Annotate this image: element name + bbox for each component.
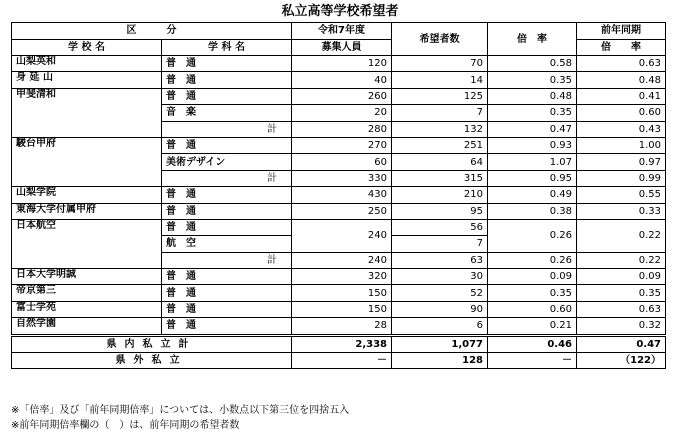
in-prefecture-total-label: 県内私立計 <box>12 335 292 352</box>
table-row <box>12 56 666 72</box>
applicants-value: 95 <box>392 203 488 219</box>
dept-name: 美術デザイン <box>162 154 292 170</box>
prev-ratio-value: 0.41 <box>577 88 666 104</box>
header-applicants: 希望者数 <box>392 23 488 56</box>
table-row <box>12 301 666 317</box>
ratio-value: 0.35 <box>488 105 577 121</box>
table-row <box>12 219 666 235</box>
applicants-value: 125 <box>392 88 488 104</box>
dept-name: 普 通 <box>162 269 292 285</box>
school-name: 富士学苑 <box>12 301 162 317</box>
header-prev-line1: 前年同期 <box>577 23 666 40</box>
school-name: 甲斐清和 <box>12 88 162 137</box>
table-row <box>12 187 666 203</box>
prev-ratio-value: 0.43 <box>577 121 666 137</box>
school-name: 帝京第三 <box>12 285 162 301</box>
school-name: 駿台甲府 <box>12 137 162 186</box>
applicants-value: 315 <box>392 170 488 186</box>
applicants-value: 14 <box>392 72 488 88</box>
applicants-table <box>11 22 666 369</box>
capacity-value: 120 <box>292 56 392 72</box>
capacity-value: 150 <box>292 285 392 301</box>
school-name: 日本大学明誠 <box>12 269 162 285</box>
ratio-value: 0.46 <box>488 335 577 352</box>
subtotal-label: 計 <box>162 170 292 186</box>
prev-ratio-value: 0.47 <box>577 335 666 352</box>
school-name: 自然学園 <box>12 318 162 335</box>
capacity-value: 60 <box>292 154 392 170</box>
dept-name: 普 通 <box>162 137 292 153</box>
ratio-value: 0.35 <box>488 285 577 301</box>
school-name: 東海大学付属甲府 <box>12 203 162 219</box>
out-prefecture-row <box>12 353 666 369</box>
prev-ratio-value: 0.97 <box>577 154 666 170</box>
capacity-value: 330 <box>292 170 392 186</box>
dept-name: 普 通 <box>162 285 292 301</box>
prev-ratio-value: 0.63 <box>577 301 666 317</box>
school-name: 山梨英和 <box>12 56 162 72</box>
capacity-value: 28 <box>292 318 392 335</box>
subtotal-label: 計 <box>162 121 292 137</box>
table-row <box>12 318 666 335</box>
footnotes <box>11 403 349 433</box>
applicants-value: 56 <box>392 219 488 235</box>
header-kubun: 区 分 <box>12 23 292 40</box>
dept-name: 普 通 <box>162 72 292 88</box>
table-row <box>12 285 666 301</box>
applicants-value: 210 <box>392 187 488 203</box>
applicants-value: 52 <box>392 285 488 301</box>
applicants-value: 7 <box>392 105 488 121</box>
capacity-value: 270 <box>292 137 392 153</box>
applicants-value: 1,077 <box>392 335 488 352</box>
dept-name: 普 通 <box>162 318 292 335</box>
dept-name: 普 通 <box>162 219 292 235</box>
capacity-value: 250 <box>292 203 392 219</box>
table-row <box>12 88 666 104</box>
dept-name: 音 楽 <box>162 105 292 121</box>
prev-ratio-value: 1.00 <box>577 137 666 153</box>
ratio-value: 0.09 <box>488 269 577 285</box>
dept-name: 普 通 <box>162 301 292 317</box>
capacity-value: 150 <box>292 301 392 317</box>
applicants-value: 128 <box>392 353 488 369</box>
prev-ratio-value: 0.55 <box>577 187 666 203</box>
ratio-value: 0.93 <box>488 137 577 153</box>
prev-ratio-value: 0.63 <box>577 56 666 72</box>
header-capacity-line1: 令和7年度 <box>292 23 392 40</box>
header-school: 学 校 名 <box>12 39 162 56</box>
capacity-value: 2,338 <box>292 335 392 352</box>
capacity-value: 280 <box>292 121 392 137</box>
applicants-value: 30 <box>392 269 488 285</box>
footnote-rounding: ※「倍率」及び「前年同期倍率」については、小数点以下第三位を四捨五入 <box>11 405 350 416</box>
applicants-value: 6 <box>392 318 488 335</box>
header-ratio: 倍 率 <box>488 23 577 56</box>
capacity-value: 20 <box>292 105 392 121</box>
prev-ratio-value: 0.32 <box>577 318 666 335</box>
prev-ratio-value: 0.60 <box>577 105 666 121</box>
dept-name: 普 通 <box>162 56 292 72</box>
ratio-value: 0.38 <box>488 203 577 219</box>
dept-name: 普 通 <box>162 88 292 104</box>
dept-name: 普 通 <box>162 187 292 203</box>
prev-ratio-value: 0.09 <box>577 269 666 285</box>
applicants-value: 7 <box>392 236 488 252</box>
applicants-value: 132 <box>392 121 488 137</box>
ratio-value: 0.48 <box>488 88 577 104</box>
ratio-value: 1.07 <box>488 154 577 170</box>
capacity-value: 240 <box>292 252 392 268</box>
table-row <box>12 269 666 285</box>
ratio-value: 0.26 <box>488 219 577 252</box>
ratio-value: 0.58 <box>488 56 577 72</box>
capacity-value: 430 <box>292 187 392 203</box>
table-row <box>12 72 666 88</box>
table-row <box>12 137 666 153</box>
capacity-value: 240 <box>292 219 392 252</box>
school-name: 山梨学院 <box>12 187 162 203</box>
header-row-1 <box>12 23 666 40</box>
ratio-value: － <box>488 353 577 369</box>
prev-ratio-value: （122） <box>577 353 666 369</box>
applicants-value: 251 <box>392 137 488 153</box>
header-dept: 学 科 名 <box>162 39 292 56</box>
ratio-value: 0.95 <box>488 170 577 186</box>
applicants-value: 64 <box>392 154 488 170</box>
ratio-value: 0.47 <box>488 121 577 137</box>
out-prefecture-label: 県外私立 <box>12 353 292 369</box>
ratio-value: 0.60 <box>488 301 577 317</box>
header-prev-line2: 倍 率 <box>577 39 666 56</box>
capacity-value: 320 <box>292 269 392 285</box>
capacity-value: 260 <box>292 88 392 104</box>
subtotal-label: 計 <box>162 252 292 268</box>
dept-name: 普 通 <box>162 203 292 219</box>
applicants-value: 70 <box>392 56 488 72</box>
prev-ratio-value: 0.22 <box>577 252 666 268</box>
ratio-value: 0.21 <box>488 318 577 335</box>
table-row <box>12 203 666 219</box>
school-name: 日本航空 <box>12 219 162 268</box>
prev-ratio-value: 0.33 <box>577 203 666 219</box>
applicants-value: 63 <box>392 252 488 268</box>
prev-ratio-value: 0.99 <box>577 170 666 186</box>
school-name: 身 延 山 <box>12 72 162 88</box>
ratio-value: 0.26 <box>488 252 577 268</box>
footnote-parentheses: ※前年同期倍率欄の（ ）は、前年同期の希望者数 <box>11 420 240 431</box>
header-capacity-line2: 募集人員 <box>292 39 392 56</box>
prev-ratio-value: 0.48 <box>577 72 666 88</box>
capacity-value: 40 <box>292 72 392 88</box>
ratio-value: 0.35 <box>488 72 577 88</box>
prev-ratio-value: 0.35 <box>577 285 666 301</box>
page-title: 私立高等学校希望者 <box>281 4 399 19</box>
in-prefecture-total-row <box>12 335 666 352</box>
capacity-value: － <box>292 353 392 369</box>
dept-name: 航 空 <box>162 236 292 252</box>
ratio-value: 0.49 <box>488 187 577 203</box>
prev-ratio-value: 0.22 <box>577 219 666 252</box>
applicants-value: 90 <box>392 301 488 317</box>
